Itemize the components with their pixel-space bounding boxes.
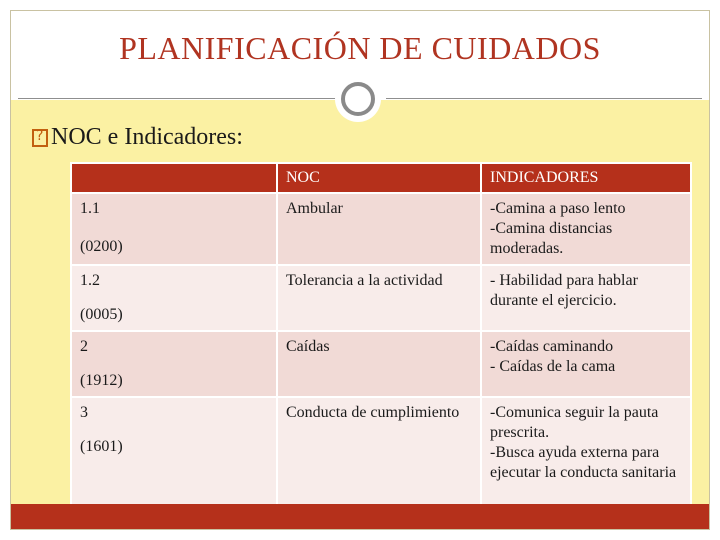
row-code-sub: (0005)	[80, 306, 123, 323]
bullet-box-icon	[32, 129, 48, 147]
slide-title: PLANIFICACIÓN DE CUIDADOS	[119, 30, 601, 66]
indicator-line: -Camina a paso lento	[490, 200, 626, 217]
title-divider-left	[18, 98, 336, 99]
table-row	[71, 397, 691, 509]
row-code-sub: (1912)	[80, 372, 123, 389]
row-code: 2	[80, 338, 88, 355]
indicator-line: - Habilidad para hablar durante el ejercicio.	[490, 272, 638, 309]
indicator-line: - Caídas de la cama	[490, 358, 616, 375]
bottom-accent-bar	[11, 504, 709, 529]
row-noc: Ambular	[277, 193, 481, 265]
header-indicadores: INDICADORES	[481, 163, 691, 193]
row-code: 3	[80, 404, 88, 421]
row-noc: Caídas	[277, 331, 481, 397]
row-code-cell	[71, 331, 277, 397]
table-row	[71, 331, 691, 397]
row-code: 1.1	[80, 200, 100, 217]
table-row	[71, 193, 691, 265]
row-code-cell	[71, 265, 277, 331]
row-code: 1.2	[80, 272, 100, 289]
indicator-line: -Comunica seguir la pauta prescrita.	[490, 404, 659, 441]
indicator-line: -Busca ayuda externa para ejecutar la conducta sanitaria	[490, 444, 677, 481]
header-noc: NOC	[277, 163, 481, 193]
row-code-sub: (0200)	[80, 238, 123, 255]
bullet-heading	[32, 124, 243, 151]
row-indicators	[481, 193, 691, 265]
indicator-line: -Camina distancias moderadas.	[490, 220, 613, 257]
row-code-sub: (1601)	[80, 438, 123, 455]
row-indicators	[481, 265, 691, 331]
row-code-cell	[71, 397, 277, 509]
row-noc: Conducta de cumplimiento	[277, 397, 481, 509]
row-code-cell	[71, 193, 277, 265]
circle-ornament-icon	[337, 78, 379, 120]
row-indicators	[481, 331, 691, 397]
indicator-line: -Caídas caminando	[490, 338, 614, 355]
row-indicators	[481, 397, 691, 509]
row-noc: Tolerancia a la actividad	[277, 265, 481, 331]
header-code	[71, 163, 277, 193]
title-divider-right	[386, 98, 702, 99]
table-header-row	[71, 163, 691, 193]
bullet-text: NOC e Indicadores:	[51, 124, 243, 150]
table-row	[71, 265, 691, 331]
noc-table	[70, 162, 692, 510]
